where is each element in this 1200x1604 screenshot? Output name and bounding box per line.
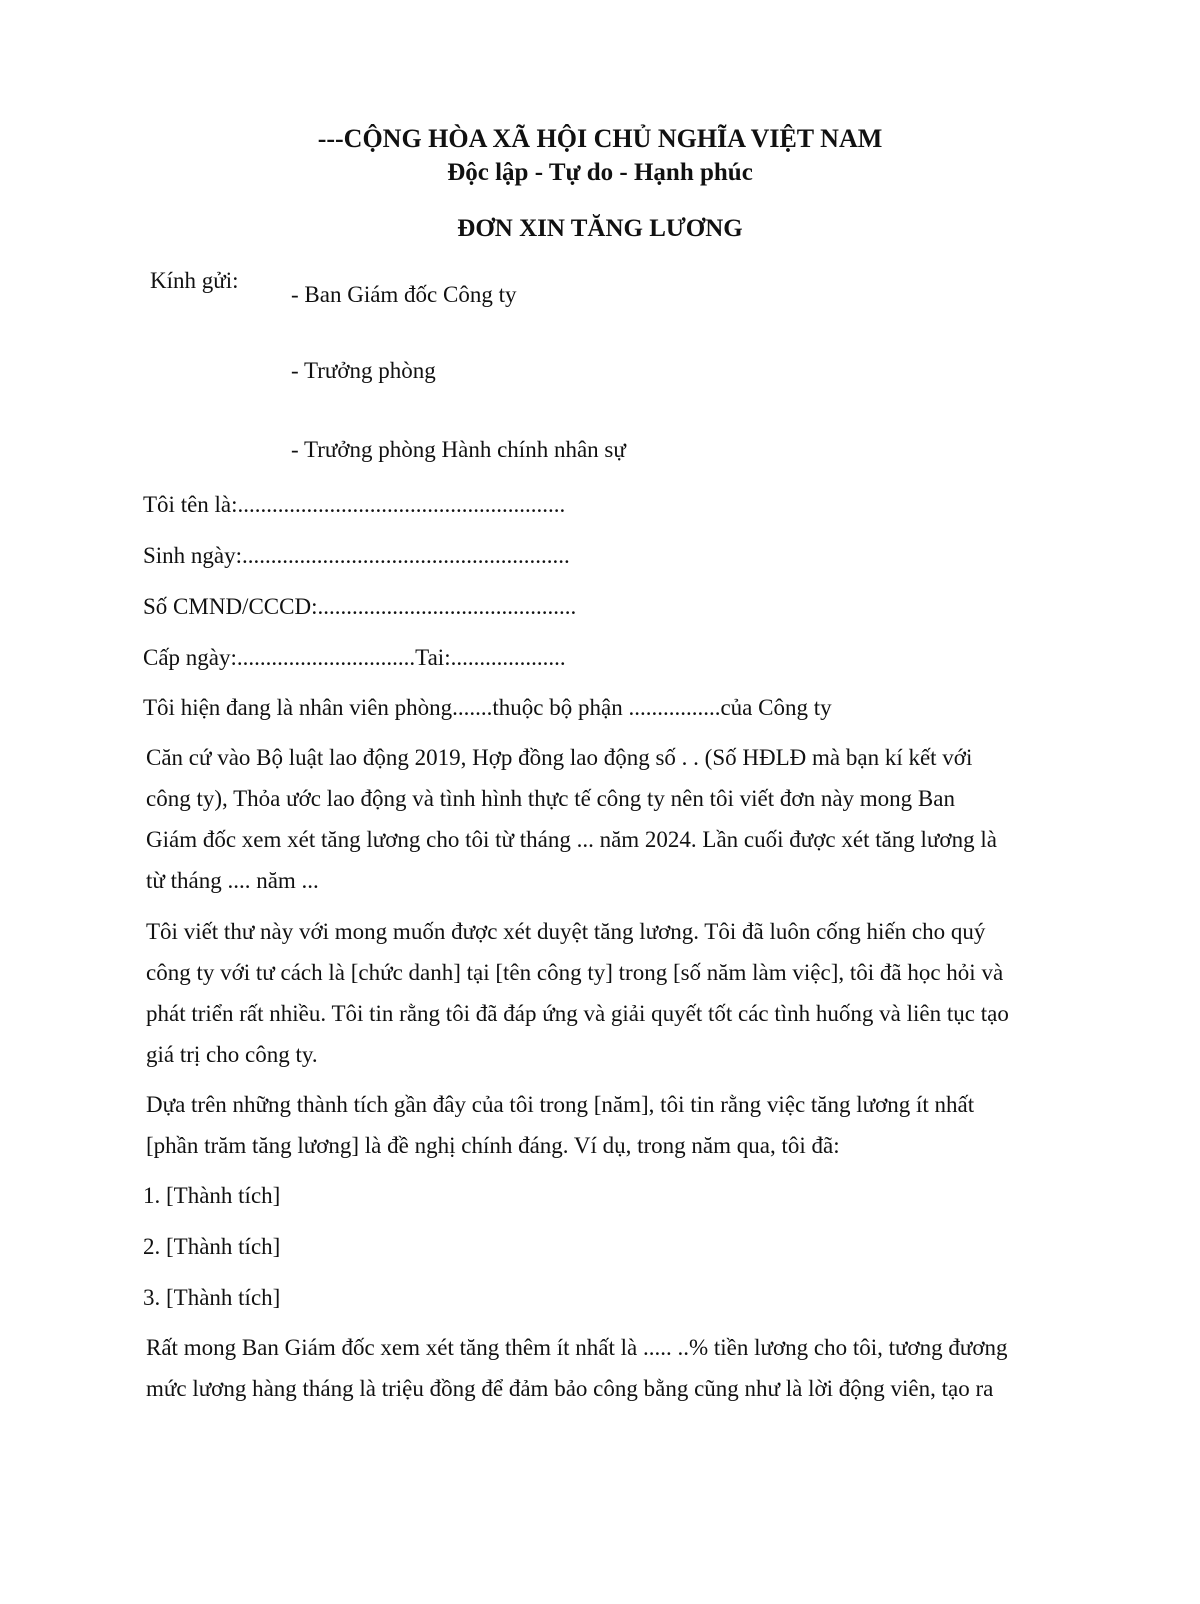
paragraph-line: [phần trăm tăng lương] là đề nghị chính đáng. Ví dụ, trong năm qua, tôi đã: xyxy=(146,1133,840,1158)
name-field: Tôi tên là:......................................................... xyxy=(143,492,566,517)
position-field: Tôi hiện đang là nhân viên phòng.......thuộc bộ phận ................của Công ty xyxy=(143,695,832,720)
paragraph-motivation xyxy=(146,911,1066,1075)
recipient-item: - Ban Giám đốc Công ty xyxy=(291,282,517,307)
issued-field: Cấp ngày:...............................Tai:.................... xyxy=(143,645,566,670)
document-title: ĐƠN XIN TĂNG LƯƠNG xyxy=(457,215,743,242)
paragraph-request xyxy=(146,1327,1066,1409)
paragraph-line: công ty với tư cách là [chức danh] tại [tên công ty] trong [số năm làm việc], tôi đã học hỏi và xyxy=(146,960,1004,985)
paragraph-line: Rất mong Ban Giám đốc xem xét tăng thêm ít nhất là ..... ..% tiền lương cho tôi, tương đương xyxy=(146,1335,1008,1360)
paragraph-line: Tôi viết thư này với mong muốn được xét duyệt tăng lương. Tôi đã luôn cống hiến cho quý xyxy=(146,919,986,944)
paragraph-line: giá trị cho công ty. xyxy=(146,1042,318,1067)
dob-field: Sinh ngày:......................................................... xyxy=(143,543,570,568)
recipient-item: - Trưởng phòng Hành chính nhân sự xyxy=(291,437,626,462)
list-item: 2. [Thành tích] xyxy=(143,1234,281,1259)
recipient-label: Kính gửi: xyxy=(150,268,239,293)
paragraph-achievements-intro xyxy=(146,1084,1066,1166)
list-item: 1. [Thành tích] xyxy=(143,1183,281,1208)
motto-heading: Độc lập - Tự do - Hạnh phúc xyxy=(447,159,753,186)
paragraph-line: công ty), Thỏa ước lao động và tình hình thực tế công ty nên tôi viết đơn này mong Ban xyxy=(146,786,955,811)
paragraph-line: phát triển rất nhiều. Tôi tin rằng tôi đã đáp ứng và giải quyết tốt các tình huống và liên tục tạo xyxy=(146,1001,1009,1026)
recipient-item: - Trưởng phòng xyxy=(291,358,436,383)
paragraph-line: từ tháng .... năm ... xyxy=(146,868,319,893)
paragraph-line: Giám đốc xem xét tăng lương cho tôi từ tháng ... năm 2024. Lần cuối được xét tăng lương là xyxy=(146,827,997,852)
id-number-field: Số CMND/CCCD:............................................. xyxy=(143,594,577,619)
paragraph-line: mức lương hàng tháng là triệu đồng để đảm bảo công bằng cũng như là lời động viên, tạo ra xyxy=(146,1376,994,1401)
paragraph-legal-basis xyxy=(146,737,1066,901)
country-heading: ---CỘNG HÒA XÃ HỘI CHỦ NGHĨA VIỆT NAM xyxy=(317,124,883,153)
paragraph-line: Dựa trên những thành tích gần đây của tôi trong [năm], tôi tin rằng việc tăng lương ít nhất xyxy=(146,1092,975,1117)
list-item: 3. [Thành tích] xyxy=(143,1285,281,1310)
paragraph-line: Căn cứ vào Bộ luật lao động 2019, Hợp đồng lao động số . . (Số HĐLĐ mà bạn kí kết với xyxy=(146,745,973,770)
